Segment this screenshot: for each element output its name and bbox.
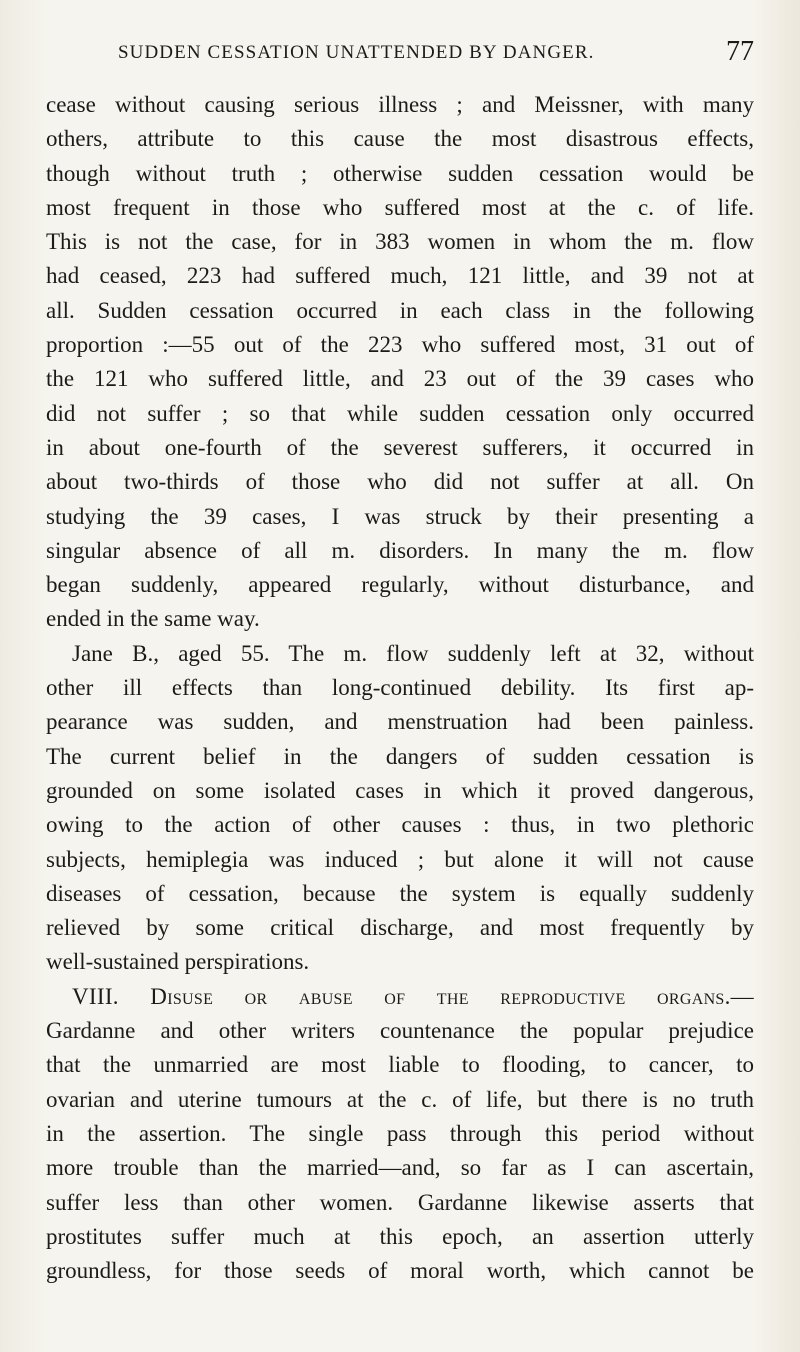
text-line: ovarian and uterine tumours at the c. of life, but there is no truth: [46, 1086, 754, 1112]
text-line: subjects, hemiplegia was induced ; but alone it will not cause: [46, 846, 754, 872]
text-line: that the unmarried are most liable to flooding, to cancer, to: [46, 1052, 754, 1078]
text-line: more trouble than the married—and, so far as I can ascertain,: [46, 1155, 754, 1181]
text-line: suffer less than other women. Gardanne likewise asserts that: [46, 1189, 754, 1215]
text-line: proportion :—55 out of the 223 who suffered most, 31 out of: [46, 332, 754, 358]
text-line: other ill effects than long-continued debility. Its first ap-: [46, 675, 754, 701]
text-line: all. Sudden cessation occurred in each class in the following: [46, 297, 754, 323]
text-line: had ceased, 223 had suffered much, 121 little, and 39 not at: [46, 263, 754, 289]
text-line: cease without causing serious illness ; and Meissner, with many: [46, 92, 754, 117]
text-line: owing to the action of other causes : thus, in two plethoric: [46, 812, 754, 838]
text-line: Jane B., aged 55. The m. flow suddenly left at 32, without: [72, 640, 754, 666]
text-line: did not suffer ; so that while sudden cessation only occurred: [46, 400, 754, 426]
text-line: singular absence of all m. disorders. In many the m. flow: [46, 537, 754, 563]
text-line: studying the 39 cases, I was struck by their presenting a: [46, 503, 754, 529]
running-head: [46, 36, 754, 76]
text-line: the 121 who suffered little, and 23 out of the 39 cases who: [46, 366, 754, 392]
text-line: The current belief in the dangers of sudden cessation is: [46, 743, 754, 769]
running-title: SUDDEN CESSATION UNATTENDED BY DANGER.: [118, 42, 595, 63]
text-line: This is not the case, for in 383 women in whom the m. flow: [46, 229, 754, 255]
text-line: about two-thirds of those who did not suffer at all. On: [46, 469, 754, 495]
text-line: Gardanne and other writers countenance the popular prejudice: [46, 1018, 754, 1044]
text-line: ended in the same way.: [46, 606, 260, 632]
text-line: most frequent in those who suffered most at the c. of life.: [46, 194, 754, 220]
text-line: prostitutes suffer much at this epoch, an assertion utterly: [46, 1223, 754, 1249]
text-line: grounded on some isolated cases in which it proved dangerous,: [46, 777, 754, 803]
text-line: well-sustained perspirations.: [46, 949, 310, 975]
text-line: others, attribute to this cause the most disastrous effects,: [46, 126, 754, 152]
text-line: began suddenly, appeared regularly, without disturbance, and: [46, 572, 754, 598]
text-line: though without truth ; otherwise sudden cessation would be: [46, 160, 754, 186]
text-line: in about one-fourth of the severest sufferers, it occurred in: [46, 434, 754, 460]
text-line: groundless, for those seeds of moral worth, which cannot be: [46, 1258, 754, 1284]
text-line: in the assertion. The single pass through this period without: [46, 1120, 754, 1146]
text-line: pearance was sudden, and menstruation had been painless.: [46, 709, 754, 735]
body-text: [46, 88, 754, 1288]
text-line: relieved by some critical discharge, and most frequently by: [46, 915, 754, 941]
text-line: diseases of cessation, because the system is equally suddenly: [46, 880, 754, 906]
section-heading-line: VIII. Disuse or abuse of the reproductive organs.—: [72, 983, 754, 1009]
page-number: 77: [726, 36, 754, 67]
